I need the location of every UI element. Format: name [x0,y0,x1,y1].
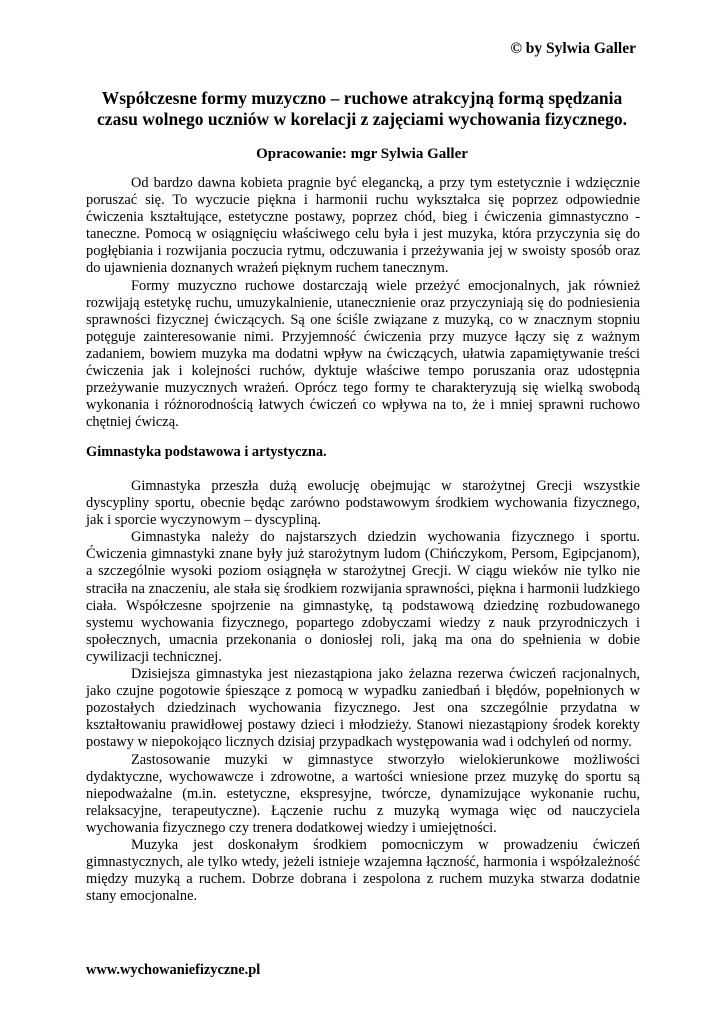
paragraph: Zastosowanie muzyki w gimnastyce stworzyło wielokierunkowe możliwości dydaktyczne, wychowawcze i zdrowotne, a wartości wniesione przez muzykę do sportu są niepodważalne (m.in. estetyczne, ekspresyjne, twórcze, dynamizujące wykonanie ruchu, relaksacyjne, terapeutyczne). Łączenie ruchu z muzyką wymaga więc od nauczyciela wychowania fizycznego czy trenera dodatkowej wiedzy i umiejętności. [86,751,640,836]
footer-website: www.wychowaniefizyczne.pl [86,962,261,978]
copyright-notice: © by Sylwia Galler [510,40,636,57]
paragraph: Muzyka jest doskonałym środkiem pomocniczym w prowadzeniu ćwiczeń gimnastycznych, ale tylko wtedy, jeżeli istnieje wzajemna łączność, harmonia i współzależność między muzyką a ruchem. Dobrze dobrana i zespolona z ruchem muzyka stwarza dodatnie stany emocjonalne. [86,836,640,905]
paragraph: Od bardzo dawna kobieta pragnie być elegancką, a przy tym estetycznie i wdzięcznie poruszać się. To wyczucie piękna i harmonii ruchu wykształca się poprzez odpowiednie ćwiczenia kształtujące, estetyczne postawy, poprzez chód, bieg i ćwiczenia gimnastyczno - taneczne. Pomocą w osiągnięciu właściwego celu była i jest muzyka, która przyczynia się do pogłębiania i rozwijania poczucia rytmu, odczuwania i przeżywania jej w swoisty sposób oraz do ujawnienia doznanych wrażeń pięknym ruchem tanecznym. [86,175,640,277]
gymnastics-section [86,478,640,905]
document-title: Współczesne formy muzyczno – ruchowe atrakcyjną formą spędzania czasu wolnego uczniów w korelacji z zajęciami wychowania fizycznego. [97,88,627,129]
paragraph: Dzisiejsza gimnastyka jest niezastąpiona jako żelazna rezerwa ćwiczeń racjonalnych, jako czujne pogotowie śpieszące z pomocą w wypadku zaniedbań i błędów, popełnionych w pozostałych dziedzinach wychowania fizycznego. Jest ona szczególnie przydatna w kształtowaniu prawidłowej postawy dzieci i młodzieży. Stanowi niezastąpiony środek korekty postawy w niepokojąco licznych dzisiaj przypadkach występowania wad i odchyleń od normy. [86,666,640,751]
paragraph: Gimnastyka przeszła dużą ewolucję obejmując w starożytnej Grecji wszystkie dyscypliny sportu, obecnie będąc zarówno podstawowym środkiem wychowania fizycznego, jak i sporcie wyczynowym – dyscypliną. [86,478,640,529]
section-heading: Gimnastyka podstawowa i artystyczna. [86,444,327,460]
intro-section [86,175,640,431]
paragraph: Gimnastyka należy do najstarszych dziedzin wychowania fizycznego i sportu. Ćwiczenia gimnastyki znane były już starożytnym ludom (Chińczykom, Persom, Egipcjanom), a szczególnie wysoki poziom osiągnęła w starożytnej Grecji. W ciągu wieków nie tylko nie straciła na znaczeniu, ale stała się środkiem rozwijania sprawności, piękna i harmonii ludzkiego ciała. Współczesne spojrzenie na gimnastykę, tą podstawową dziedzinę rozbudowanego systemu wychowania fizycznego, popartego zdobyczami wiedzy z nauk przyrodniczych i społecznych, umacnia przekonania o doniosłej roli, jaką ma ona do spełnienia w dobie cywilizacji technicznej. [86,529,640,665]
paragraph: Formy muzyczno ruchowe dostarczają wiele przeżyć emocjonalnych, jak również rozwijają estetykę ruchu, umuzykalnienie, utanecznienie oraz przyczyniają się do podniesienia sprawności fizycznej ćwiczących. Są one ściśle związane z muzyką, co w znacznym stopniu potęguje zainteresowanie nimi. Przyjemność ćwiczenia przy muzyce łączy się z ważnym zadaniem, bowiem muzyka ma dodatni wpływ na ćwiczących, ułatwia zapamiętywanie treści ćwiczenia jak i kolejności ruchów, dyktuje właściwe tempo poruszania oraz udostępnia przeżywanie muzycznych wrażeń. Oprócz tego formy te charakteryzują się wielką swobodą wykonania i różnorodnością łatwych ćwiczeń co wpływa na to, że i mniej sprawni ruchowo chętniej ćwiczą. [86,277,640,431]
document-author: Opracowanie: mgr Sylwia Galler [256,146,468,162]
